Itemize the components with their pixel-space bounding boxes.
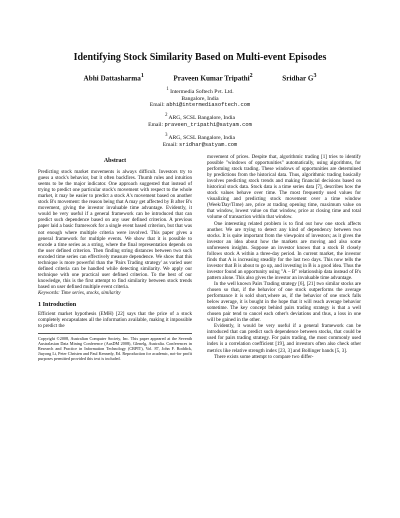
affiliation-line: ARG, SCSL Bangalore, India — [168, 114, 235, 121]
author-name: Abhi Dattasharma — [83, 74, 141, 83]
body-paragraph: In the well known Pairs Trading strategy [6], [21] two similar stocks are chosen so that, if the behavior of one stock outperforms the average performance it is sold short,where as, if the behavior of one stock falls below average, it is bought in the hope that it will reach average behavior sometime. The key concept behind pairs trading strategy is that a well chosen pair tend to cancel each other's deviations and thus, a loss in one will be gained in the other. — [207, 280, 361, 324]
author-name: Sridhar G — [282, 74, 314, 83]
email-address: praveen_tripathi@satyam.com — [164, 121, 252, 128]
email-label: Email: — [162, 141, 178, 148]
section-heading: 1 Introduction — [38, 301, 77, 309]
affiliation-line: Intermedia Softech Pvt. Ltd. — [170, 88, 234, 95]
author-mark: 2 — [249, 73, 253, 79]
body-paragraph: movement of prices. Despite that, algorithmic trading [1] tries to identify possible "windows of opportunities" automatically, using algorithms, for performing stock trading. These windows of opportunities are determined by predictions from the historical data. Thus, algorithmic trading basically involves predicting stock trends and making financial decisions based on historical stock data. Stock data is a time series data [7], describes how the stock values behave over time. The most frequently used values for visualizing and predicting stock movement over a time window (Week/Day/Time) are, price at trading opening time, maximum value on that window, lowest value on that window, price at closing time and total volume of transaction within that window. — [207, 154, 361, 221]
email-address: abhi@intermediasoftech.com — [166, 102, 251, 109]
affiliation-mark: 1 — [166, 87, 169, 92]
affiliation-2 — [0, 113, 400, 128]
affiliation-mark: 3 — [165, 133, 168, 138]
author-list — [0, 72, 400, 83]
body-paragraph: There exists some attempt to compare two differ- — [214, 353, 314, 360]
keywords-text: Time series, stocks, similarity — [60, 289, 121, 296]
author-mark: 3 — [313, 73, 317, 79]
left-column — [38, 154, 192, 361]
body-paragraph: Evidently, it would be very useful if a general framework can be introduced that can predict such dependence between stocks, that could be used for pairs trading strategy. For pairs trading, the most commonly used index is a correlation coefficient [19], and investors often also check other metrics like relative strength index [23, 3] and Bollinger bands [5, 3]. — [207, 323, 361, 354]
affiliation-mark: 2 — [165, 113, 168, 118]
affiliation-1 — [0, 87, 400, 109]
affiliation-line: Bangalore, India — [181, 95, 219, 102]
keywords-label: Keywords: — [38, 289, 60, 296]
copyright-notice: Copyright ©2008, Australian Computer Society, Inc. This paper appeared at the Seventh Australasian Data Mining Conference (AusDM 2008), Glenelg, Australia. Conferences in Research and Practice in Information Technology (CRPIT), Vol. 87, John F. Roddick, Jiuyong Li, Peter Christen and Paul Kennedy, Ed. Reproduction for academic, not-for profit purposes permitted provided this text is included. — [38, 333, 192, 361]
abstract-text: Predicting stock market movements is always difficult. Investors try to guess a stock's behavior, but it often backfires. Thumb rules and intuition seems to be the major indicator. One approach suggested that instead of trying to predict one particular stock's movement with respect to the whole market, it may be easier to predict a stock A's movement based on another stock B's movement: the reason being that A may get affected by B after B's movement, giving the investor invaluable time advantage. Evidently, it would be very useful if a general framework can be introduced that can predict such dependence based on any user defined criterion. A previous paper laid a basic framework for a single event based criterion, but that was not enough where multiple criteria were involved. This paper gives a general framework for multiple events. We show that it is possible to encode a time series as a string, where the final representation depends on the user defined criterion. Then finding string distances between two such encoded time series can effectively measure dependence. We show that this technique is more powerful than the 'Pairs Trading strategy' as varied user defined criteria can be handled while detecting similarity. We apply our technique with one practical user defined criterion. To the best of our knowledge, this is the first attempt to find similarity between stock trends based on user defined multiple event criteria. — [38, 169, 192, 290]
affiliation-3 — [0, 133, 400, 148]
email-label: Email: — [149, 102, 165, 109]
intro-paragraph: Efficient market hypothesis (EMH) [22] says that the price of a stock completely encapsulates all the information available, making it impossible to predict the — [38, 311, 192, 330]
affiliation-line: ARG, SCSL Bangalore, India — [168, 134, 235, 141]
paper-title: Identifying Stock Similarity Based on Multi-event Episodes — [73, 52, 327, 63]
body-paragraph: One interesting related problem is to find out how one stock affects another. We are trying to detect any kind of dependency between two stocks. It is quite important from the viewpoint of investors; as it gives the investor an idea about how the markets are moving and also some unforeseen insights. Suppose an investor knows that a stock B closely follows stock A within a three-day period. In current market, the investor finds that A is increasing steadily for the last two days. This now tells the investor that B is about to go up, and investing in B is a good idea. Thus the investor found an opportunity using "A − B" relationship data instead of B's pattern alone. This also gives the investor an invaluable time advantage. — [207, 220, 361, 281]
author-name: Praveen Kumar Tripathi — [173, 74, 250, 83]
keywords-line — [38, 290, 192, 296]
email-address: sridhar@satyam.com — [179, 141, 238, 148]
email-label: Email: — [148, 121, 164, 128]
right-column — [207, 154, 361, 360]
author-mark: 1 — [140, 73, 144, 79]
abstract-heading: Abstract — [103, 158, 127, 164]
